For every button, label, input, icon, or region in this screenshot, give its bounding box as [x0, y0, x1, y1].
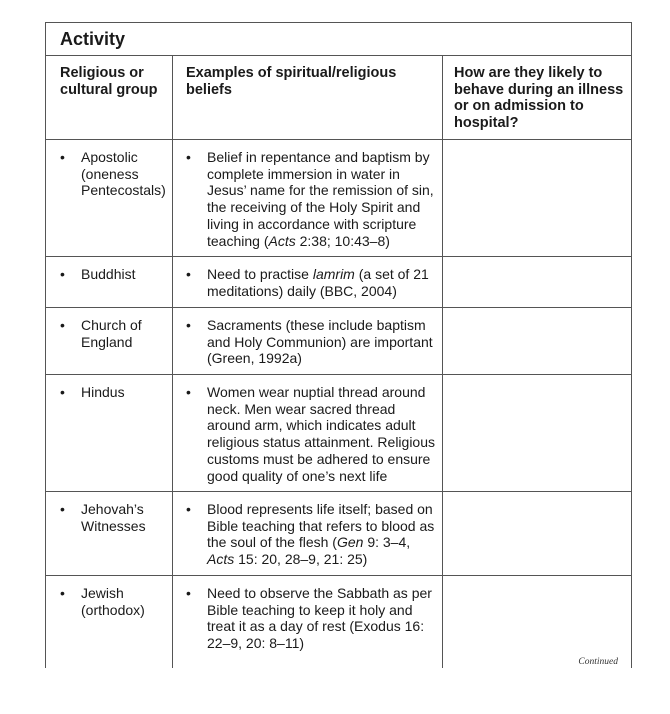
belief-cell [186, 317, 436, 367]
row-divider [46, 575, 631, 576]
row-divider [46, 139, 631, 140]
bullet-icon: • [60, 266, 65, 282]
bullet-icon: • [186, 585, 191, 601]
belief-text: Blood represents life itself; based on Bible teaching that refers to blood as the soul of the flesh (Gen 9: 3–4, Acts 15: 20, 28–9, 21: 25) [207, 501, 435, 568]
group-cell [60, 266, 168, 283]
header-group: Religious or cultural group [60, 65, 158, 98]
activity-table [45, 22, 632, 668]
group-cell [60, 501, 168, 534]
row-divider [46, 256, 631, 257]
group-name: Church of England [81, 317, 142, 350]
column-divider [172, 56, 173, 668]
belief-cell [186, 501, 436, 568]
bullet-icon: • [186, 317, 191, 333]
belief-text: Sacraments (these include baptism and Holy Communion) are important (Green, 1992a) [207, 317, 433, 367]
group-name: Jehovah’s Witnesses [81, 501, 146, 534]
group-name: Buddhist [81, 266, 136, 282]
row-divider [46, 307, 631, 308]
bullet-icon: • [60, 317, 65, 333]
belief-cell [186, 585, 436, 652]
belief-text: Women wear nuptial thread around neck. Men wear sacred thread around arm, which indicates adult religious status attainment. Religious customs must be adhered to ensure good quality of one’s next life [207, 384, 436, 484]
belief-cell [186, 149, 436, 249]
bullet-icon: • [186, 266, 191, 282]
belief-text: Belief in repentance and baptism by complete immersion in water in Jesus’ name for the remission of sin, the receiving of the Holy Spirit and living in accordance with scripture teaching (Acts 2:38; 10:43–8) [207, 149, 434, 249]
header-beliefs: Examples of spiritual/religious beliefs [186, 65, 397, 98]
group-cell [60, 149, 168, 199]
belief-cell [186, 384, 436, 484]
bullet-icon: • [186, 149, 191, 165]
group-cell [60, 384, 168, 401]
bullet-icon: • [60, 501, 65, 517]
row-divider [46, 374, 631, 375]
belief-cell [186, 266, 436, 299]
group-cell [60, 585, 168, 618]
belief-text: Need to observe the Sabbath as per Bible teaching to keep it holy and treat it as a day of rest (Exodus 16: 22–9, 20: 8–11) [207, 585, 432, 652]
group-name: Apostolic (oneness Pentecostals) [81, 149, 166, 199]
bullet-icon: • [60, 585, 65, 601]
bullet-icon: • [186, 384, 191, 400]
group-name: Jewish (orthodox) [81, 585, 145, 618]
bullet-icon: • [60, 384, 65, 400]
row-divider [46, 491, 631, 492]
belief-text: Need to practise lamrim (a set of 21 meditations) daily (BBC, 2004) [207, 266, 429, 299]
group-name: Hindus [81, 384, 125, 400]
activity-title: Activity [60, 29, 126, 49]
column-divider [442, 56, 443, 668]
group-cell [60, 317, 168, 350]
continued-label: Continued [578, 657, 618, 667]
header-behaviour: How are they likely to behave during an illness or on admission to hospital? [454, 65, 624, 131]
bullet-icon: • [60, 149, 65, 165]
title-row [46, 23, 631, 56]
bullet-icon: • [186, 501, 191, 517]
